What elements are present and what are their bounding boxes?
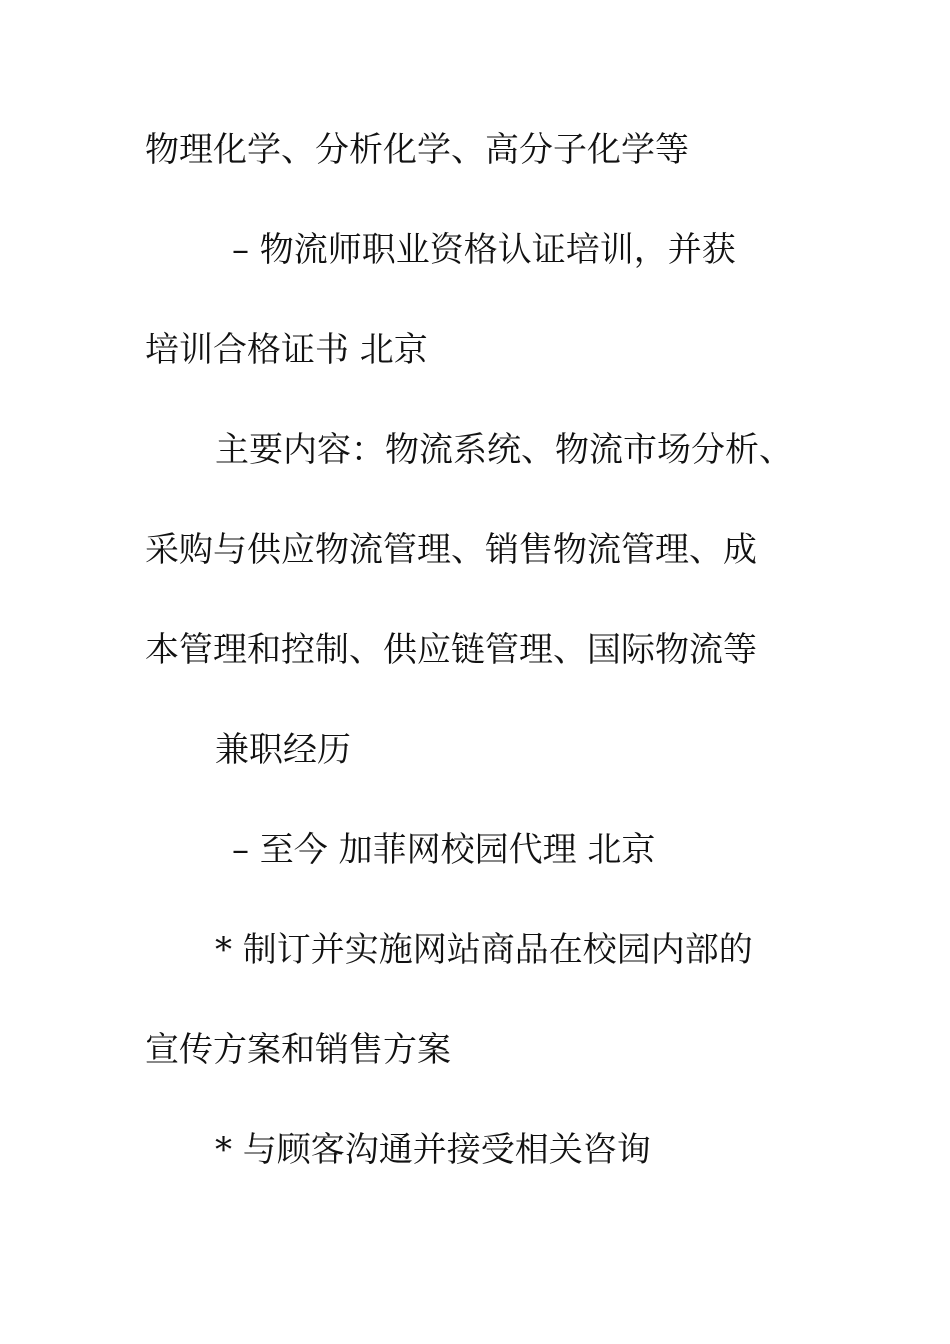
text-line-education-courses: 物理化学、分析化学、高分子化学等: [145, 130, 689, 170]
text-line-main-content: 主要内容：物流系统、物流市场分析、: [215, 430, 793, 470]
text-line-job-entry: – 至今 加菲网校园代理 北京: [232, 830, 656, 870]
text-line-training-certificate: 培训合格证书 北京: [145, 330, 428, 370]
text-line-duty-1-cont: 宣传方案和销售方案: [145, 1030, 451, 1070]
section-heading-part-time: 兼职经历: [215, 730, 351, 770]
text-line-main-content-cont-1: 采购与供应物流管理、销售物流管理、成: [145, 530, 757, 570]
text-line-duty-1: * 制订并实施网站商品在校园内部的: [215, 930, 753, 970]
text-line-main-content-cont-2: 本管理和控制、供应链管理、国际物流等: [145, 630, 757, 670]
text-line-training-entry: – 物流师职业资格认证培训，并获: [232, 230, 736, 270]
text-line-duty-2: * 与顾客沟通并接受相关咨询: [215, 1130, 651, 1170]
